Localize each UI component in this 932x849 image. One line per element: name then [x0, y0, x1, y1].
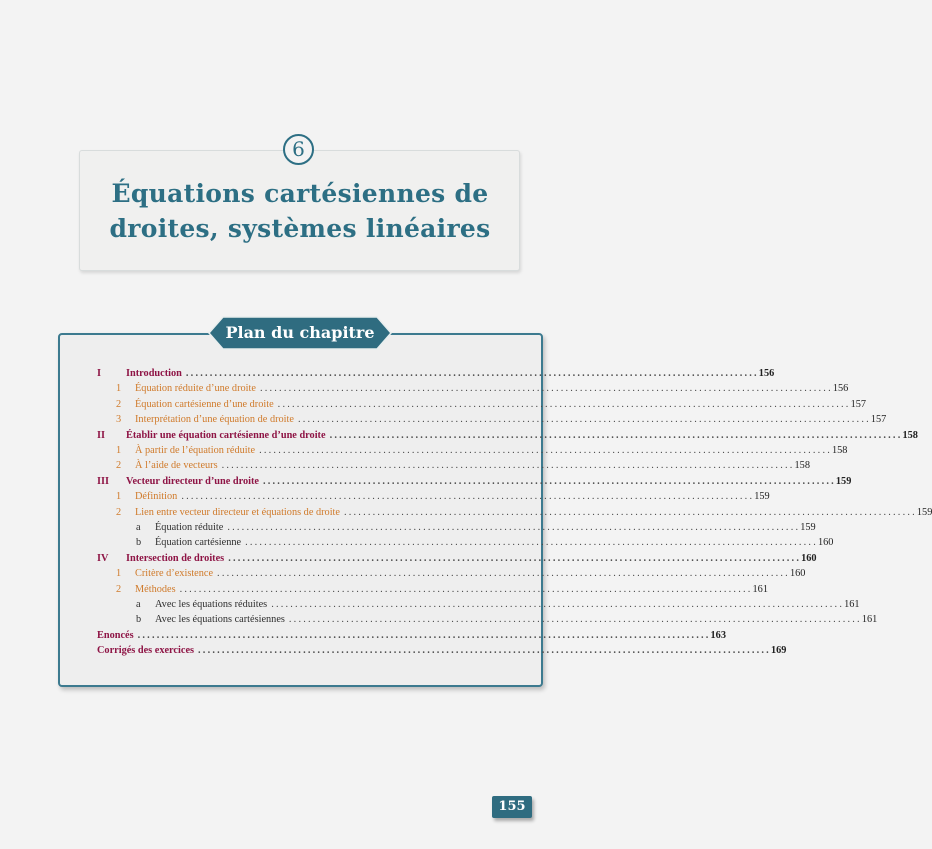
- toc-entry-page: 160: [801, 552, 817, 564]
- chapter-title: [90, 176, 510, 246]
- chapter-title-line-1: Équations cartésiennes de: [111, 179, 489, 208]
- toc-entry[interactable]: [97, 505, 932, 520]
- toc-leader-dots: ........................................................................................................................: [245, 537, 818, 549]
- toc-entry-number: IV: [97, 552, 109, 564]
- toc-entry-number: 1: [116, 491, 122, 503]
- toc-entry-number: 1: [116, 383, 122, 395]
- toc-entry-page: 156: [758, 368, 775, 379]
- toc-entry-label: Équation réduite d’une droite: [135, 383, 256, 395]
- toc-entry-page: 169: [770, 645, 787, 657]
- toc-leader-dots: ........................................................................................................................: [259, 383, 833, 395]
- toc-entry-number: III: [97, 475, 110, 487]
- toc-entry[interactable]: [97, 412, 887, 427]
- toc-leader-dots: ........................................................................................................................: [198, 645, 771, 657]
- toc-entry-label: Établir une équation cartésienne d’une droite: [126, 429, 326, 441]
- toc-entry-line: [97, 643, 787, 658]
- plan-title: Plan du chapitre: [225, 323, 375, 342]
- toc-entry-line: [155, 612, 878, 627]
- toc-entry-label: Intersection de droites: [126, 552, 225, 564]
- toc-entry-line: [135, 582, 768, 597]
- toc-leader-dots: ........................................................................................................................: [262, 475, 836, 487]
- toc-entry[interactable]: [97, 597, 860, 612]
- toc-entry-line: [135, 381, 849, 396]
- toc-leader-dots: ........................................................................................................................: [181, 491, 755, 503]
- toc-leader-dots: ........................................................................................................................: [277, 398, 851, 410]
- toc-entry-number: II: [97, 429, 106, 441]
- toc-entry-label: Vecteur directeur d’une droite: [126, 475, 259, 487]
- toc-entry-page: 156: [832, 383, 849, 395]
- toc-entry-line: [155, 520, 816, 535]
- toc-entry-label: Corrigés des exercices: [97, 645, 195, 657]
- toc-entry-page: 161: [844, 599, 860, 610]
- toc-entry-page: 159: [754, 491, 770, 503]
- toc-entry-page: 158: [832, 445, 848, 456]
- toc-entry-page: 163: [710, 629, 726, 641]
- toc-entry-number: b: [136, 614, 142, 626]
- toc-leader-dots: ........................................................................................................................: [288, 614, 862, 626]
- toc-entry[interactable]: [97, 397, 867, 412]
- toc-entry-page: 158: [794, 460, 810, 472]
- toc-entry[interactable]: [97, 612, 878, 627]
- toc-entry-line: [135, 443, 848, 458]
- toc-entry-label: Introduction: [126, 368, 182, 379]
- toc-entry-number: 2: [116, 506, 122, 518]
- toc-leader-dots: ........................................................................................................................: [297, 414, 871, 426]
- toc-entry[interactable]: [97, 628, 726, 643]
- toc-leader-dots: ........................................................................................................................: [228, 552, 802, 564]
- toc-entry-line: [126, 474, 852, 489]
- page-number: 155: [492, 796, 532, 818]
- toc-leader-dots: ........................................................................................................................: [271, 599, 845, 610]
- toc-entry[interactable]: [97, 381, 849, 396]
- toc-leader-dots: ........................................................................................................................: [259, 445, 832, 456]
- toc-entry-page: 160: [789, 568, 806, 580]
- toc-entry-label: Équation cartésienne d’une droite: [135, 398, 274, 410]
- toc-entry-line: [126, 428, 918, 443]
- toc-entry-line: [135, 489, 770, 504]
- toc-entry-label: À l’aide de vecteurs: [135, 460, 218, 472]
- chapter-number-badge: 6: [283, 134, 314, 165]
- toc-leader-dots: ........................................................................................................................: [329, 429, 903, 441]
- toc-entry-label: Enoncés: [97, 629, 134, 641]
- toc-entry-line: [135, 458, 810, 473]
- toc-entry-number: 2: [116, 460, 122, 472]
- toc-entry-label: Lien entre vecteur directeur et équations de droite: [135, 506, 340, 518]
- toc-entry[interactable]: [97, 551, 817, 566]
- toc-entry-line: [135, 397, 867, 412]
- toc-entry-label: Interprétation d’une équation de droite: [135, 414, 294, 426]
- toc-entry-number: b: [136, 537, 142, 549]
- toc-entry-page: 161: [752, 583, 768, 595]
- toc-entry-number: 1: [116, 445, 122, 456]
- toc-entry[interactable]: [97, 443, 848, 458]
- toc-entry-page: 161: [861, 614, 878, 626]
- toc-entry-number: a: [136, 599, 141, 610]
- toc-entry-page: 158: [902, 429, 918, 441]
- toc-entry[interactable]: [97, 428, 918, 443]
- toc-entry-line: [135, 412, 887, 427]
- toc-entry[interactable]: [97, 474, 852, 489]
- toc-entry-label: À partir de l’équation réduite: [135, 445, 256, 456]
- toc-entry-label: Équation réduite: [155, 522, 224, 533]
- toc-leader-dots: ........................................................................................................................: [343, 506, 917, 518]
- toc-leader-dots: ........................................................................................................................: [179, 583, 753, 595]
- toc-leader-dots: ........................................................................................................................: [221, 460, 795, 472]
- toc-entry[interactable]: [97, 489, 770, 504]
- toc-entry[interactable]: [97, 366, 775, 381]
- plan-banner: [209, 317, 391, 349]
- toc-entry[interactable]: [97, 520, 816, 535]
- toc-entry-line: [155, 597, 860, 612]
- toc-entry-number: a: [136, 522, 141, 533]
- toc-entry-page: 160: [817, 537, 834, 549]
- toc-entry[interactable]: [97, 582, 768, 597]
- toc-entry-line: [126, 366, 775, 381]
- toc-leader-dots: ........................................................................................................................: [217, 568, 790, 580]
- toc-entry-number: 2: [116, 583, 122, 595]
- toc-entry-label: Méthodes: [135, 583, 176, 595]
- chapter-title-line-2: droites, systèmes linéaires: [109, 214, 491, 243]
- toc-entry[interactable]: [97, 643, 787, 658]
- toc-leader-dots: ........................................................................................................................: [137, 629, 711, 641]
- toc-entry-label: Avec les équations cartésiennes: [155, 614, 285, 626]
- toc-entry-line: [135, 505, 932, 520]
- toc-entry-line: [155, 535, 834, 550]
- toc-entry-number: 2: [116, 398, 122, 410]
- toc-entry[interactable]: [97, 458, 810, 473]
- toc-entry-page: 159: [835, 475, 852, 487]
- toc-entry-label: Avec les équations réduites: [155, 599, 268, 610]
- toc-entry[interactable]: [97, 535, 834, 550]
- toc-entry-label: Équation cartésienne: [155, 537, 242, 549]
- toc-entry-line: [135, 566, 806, 581]
- toc-leader-dots: ........................................................................................................................: [227, 522, 801, 533]
- toc-entry-page: 159: [800, 522, 816, 533]
- toc-entry-line: [97, 628, 726, 643]
- toc-entry-page: 157: [870, 414, 887, 426]
- toc-leader-dots: ........................................................................................................................: [185, 368, 759, 379]
- toc-entry-number: I: [97, 368, 102, 379]
- toc-entry-page: 157: [850, 398, 867, 410]
- toc-entry[interactable]: [97, 566, 806, 581]
- toc-entry-page: 159: [916, 506, 932, 518]
- toc-entry-line: [126, 551, 817, 566]
- toc-entry-label: Définition: [135, 491, 178, 503]
- toc-entry-number: 3: [116, 414, 122, 426]
- toc-entry-number: 1: [116, 568, 122, 580]
- toc-entry-label: Critère d’existence: [135, 568, 214, 580]
